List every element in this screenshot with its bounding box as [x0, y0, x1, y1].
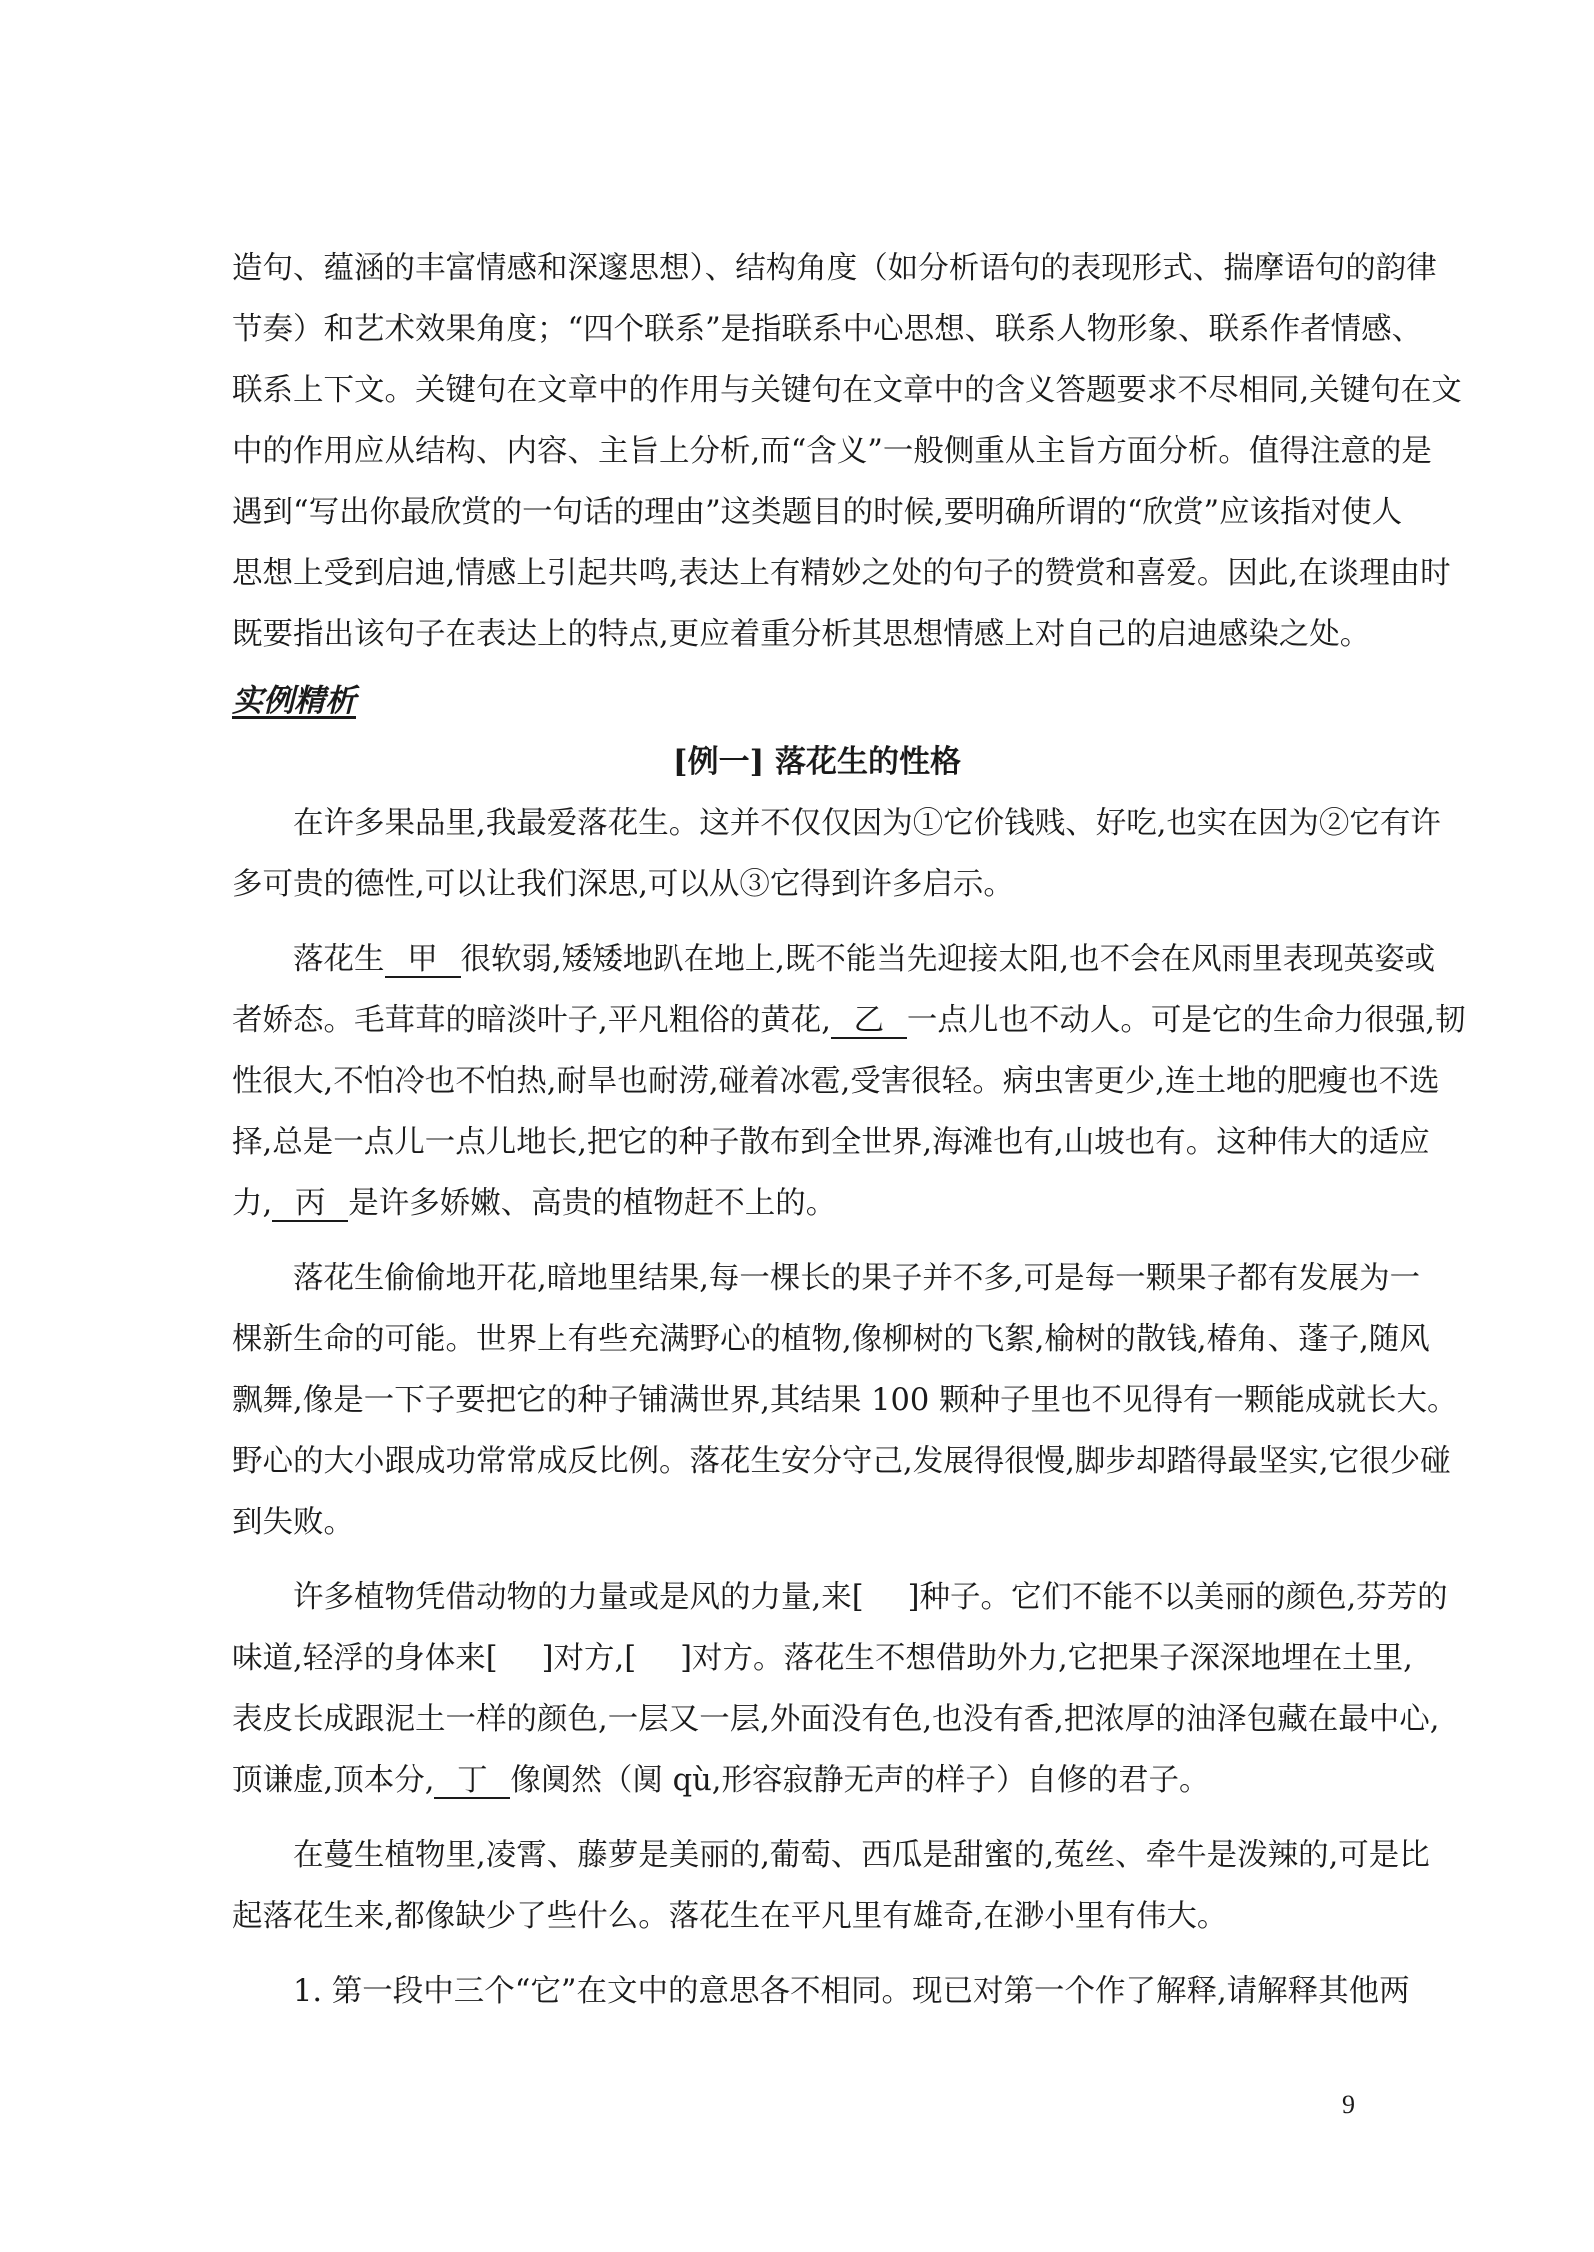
- passage-text: 味道,轻浮的身体来[: [232, 1641, 498, 1676]
- blank-mark-ding: 丁: [434, 1765, 510, 1799]
- intro-line: 遇到“写出你最欣赏的一句话的理由”这类题目的时候,要明确所谓的“欣赏”应该指对使人: [232, 495, 1403, 530]
- passage-text: 落花生: [293, 942, 385, 977]
- passage-line: 到失败。: [232, 1505, 354, 1540]
- passage-paragraph-4: [232, 1567, 1448, 1811]
- passage-text: ]对方。落花生不想借助外力,它把果子深深地埋在土里,: [680, 1641, 1413, 1676]
- passage-line: [232, 929, 1436, 990]
- passage-paragraph-1: [232, 793, 1441, 915]
- page-number: 9: [1342, 2090, 1355, 2119]
- passage-line: [232, 1628, 1413, 1689]
- intro-line: 联系上下文。关键句在文章中的作用与关键句在文章中的含义答题要求不尽相同,关键句在文: [232, 373, 1462, 408]
- passage-line: 择,总是一点儿一点儿地长,把它的种子散布到全世界,海滩也有,山坡也有。这种伟大的适应: [232, 1125, 1430, 1160]
- passage-line: 性很大,不怕冷也不怕热,耐旱也耐涝,碰着冰雹,受害很轻。病虫害更少,连土地的肥瘦也不选: [232, 1064, 1440, 1099]
- passage-line: [232, 1173, 1362, 1234]
- blank-mark-jia: 甲: [385, 944, 461, 978]
- passage-line: 在许多果品里,我最爱落花生。这并不仅仅因为①它价钱贱、好吃,也实在因为②它有许: [293, 806, 1441, 841]
- intro-line: 中的作用应从结构、内容、主旨上分析,而“含义”一般侧重从主旨方面分析。值得注意的是: [232, 434, 1432, 469]
- passage-line: 起落花生来,都像缺少了些什么。落花生在平凡里有雄奇,在渺小里有伟大。: [232, 1899, 1228, 1934]
- passage-paragraph-3: [232, 1248, 1458, 1553]
- section-heading: 实例精析: [232, 683, 356, 719]
- passage-text: 者娇态。毛茸茸的暗淡叶子,平凡粗俗的黄花,: [232, 1003, 831, 1038]
- passage-text: 力,: [232, 1186, 273, 1221]
- passage-line: 飘舞,像是一下子要把它的种子铺满世界,其结果 100 颗种子里也不见得有一颗能成就长大。: [232, 1383, 1458, 1418]
- passage-line: 落花生偷偷地开花,暗地里结果,每一棵长的果子并不多,可是每一颗果子都有发展为一: [293, 1261, 1421, 1296]
- example-title: [例一] 落花生的性格: [672, 744, 962, 780]
- question-1: 1. 第一段中三个“它”在文中的意思各不相同。现已对第一个作了解释,请解释其他两: [293, 1974, 1410, 2009]
- page-content: [232, 238, 1466, 2022]
- intro-paragraph: [232, 238, 1462, 665]
- passage-line: [232, 1750, 1362, 1811]
- passage-text: 一点儿也不动人。可是它的生命力很强,韧: [906, 1003, 1466, 1038]
- passage-paragraph-2: [232, 929, 1466, 1234]
- passage-text: ]种子。它们不能不以美丽的颜色,芬芳的: [907, 1580, 1448, 1615]
- passage-paragraph-5: [232, 1825, 1430, 1947]
- passage-line: [232, 1567, 1448, 1628]
- passage-line: 棵新生命的可能。世界上有些充满野心的植物,像柳树的飞絮,榆树的散钱,椿角、蓬子,随风: [232, 1322, 1430, 1357]
- passage-text: ]对方,[: [541, 1641, 637, 1676]
- blank-mark-bing: 丙: [272, 1188, 348, 1222]
- passage-text: 许多植物凭借动物的力量或是风的力量,来[: [293, 1580, 864, 1615]
- passage-text: 是许多娇嫩、高贵的植物赶不上的。: [348, 1186, 837, 1221]
- passage-line: [232, 990, 1466, 1051]
- blank-mark-yi: 乙: [831, 1005, 907, 1039]
- passage-line: 表皮长成跟泥土一样的颜色,一层又一层,外面没有色,也没有香,把浓厚的油泽包藏在最中心,: [232, 1702, 1440, 1737]
- intro-line: 思想上受到启迪,情感上引起共鸣,表达上有精妙之处的句子的赞赏和喜爱。因此,在谈理由时: [232, 556, 1451, 591]
- passage-text: 顶谦虚,顶本分,: [232, 1763, 435, 1798]
- passage-text: 像阒然（阒 qù,形容寂静无声的样子）自修的君子。: [510, 1763, 1210, 1798]
- passage-text: 很软弱,矮矮地趴在地上,既不能当先迎接太阳,也不会在风雨里表现英姿或: [460, 942, 1436, 977]
- intro-line: 节奏）和艺术效果角度；“四个联系”是指联系中心思想、联系人物形象、联系作者情感、: [232, 312, 1423, 347]
- intro-line: 造句、蕴涵的丰富情感和深邃思想）、结构角度（如分析语句的表现形式、揣摩语句的韵律: [232, 251, 1437, 286]
- intro-line: 既要指出该句子在表达上的特点,更应着重分析其思想情感上对自己的启迪感染之处。: [232, 617, 1371, 652]
- passage-line: 多可贵的德性,可以让我们深思,可以从③它得到许多启示。: [232, 867, 1014, 902]
- passage-line: 在蔓生植物里,凌霄、藤萝是美丽的,葡萄、西瓜是甜蜜的,菟丝、牵牛是泼辣的,可是比: [293, 1838, 1430, 1873]
- passage-line: 野心的大小跟成功常常成反比例。落花生安分守己,发展得很慢,脚步却踏得最坚实,它很少碰: [232, 1444, 1451, 1479]
